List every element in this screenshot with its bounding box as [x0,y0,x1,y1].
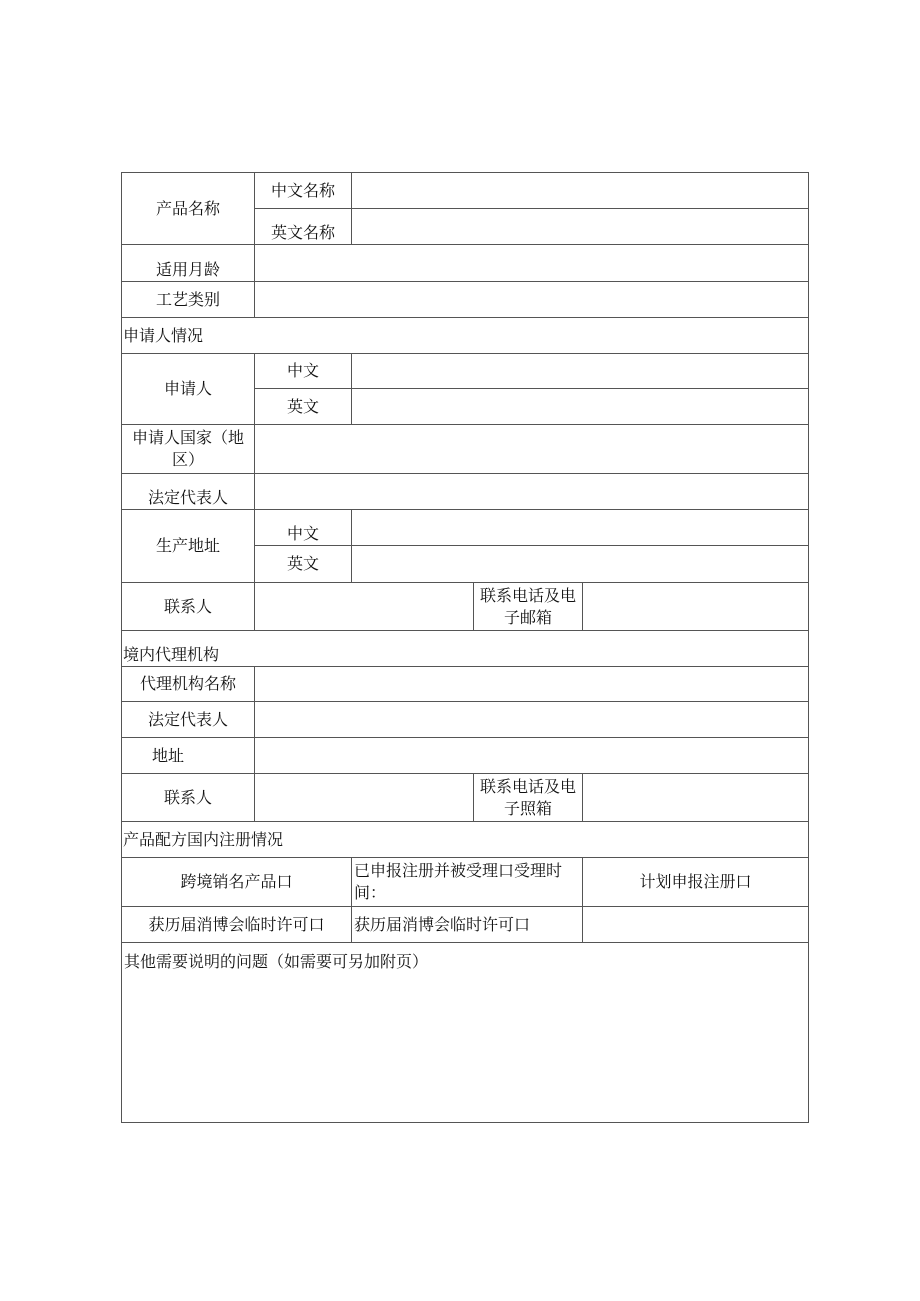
production-address-cn-field[interactable] [352,510,809,546]
agency-legal-rep-field[interactable] [255,702,809,738]
other-notes-label: 其他需要说明的问题（如需要可另加附页） [124,952,429,971]
applicant-phone-email-label: 联系电话及电子邮箱 [474,583,583,631]
agency-name-field[interactable] [255,667,809,702]
expo-permit-field[interactable] [583,907,809,943]
process-label: 工艺类别 [122,282,255,318]
age-field[interactable] [255,245,809,282]
applicant-country-label: 申请人国家（地区） [122,425,255,474]
crossborder-checkbox-label[interactable]: 跨境销名产品口 [122,858,352,907]
applicant-contact-label: 联系人 [122,583,255,631]
age-label: 适用月龄 [122,245,255,282]
agency-name-label: 代理机构名称 [122,667,255,702]
expo-permit-checkbox-label[interactable]: 获历届消博会临时许可口 [122,907,352,943]
product-en-name-label: 英文名称 [255,209,352,245]
process-field[interactable] [255,282,809,318]
agency-address-label: 地址 [122,738,255,774]
applicant-label: 申请人 [122,354,255,425]
agency-phone-email-field[interactable] [583,774,809,822]
agency-address-field[interactable] [255,738,809,774]
applicant-cn-label: 中文 [255,354,352,389]
agency-contact-field[interactable] [255,774,474,822]
applicant-phone-email-field[interactable] [583,583,809,631]
application-form-table [121,172,809,1123]
submitted-checkbox-label[interactable]: 已申报注册并被受理口受理时间： [352,858,583,907]
applicant-en-label: 英文 [255,389,352,425]
agency-legal-rep-label: 法定代表人 [122,702,255,738]
plan-checkbox-label[interactable]: 计划申报注册口 [583,858,809,907]
applicant-contact-field[interactable] [255,583,474,631]
production-address-en-label: 英文 [255,546,352,583]
product-cn-name-field[interactable] [352,173,809,209]
applicant-legal-rep-label: 法定代表人 [122,474,255,510]
agency-section-title: 境内代理机构 [122,631,809,667]
applicant-legal-rep-field[interactable] [255,474,809,510]
product-en-name-field[interactable] [352,209,809,245]
product-name-label: 产品名称 [122,173,255,245]
agency-phone-email-label: 联系电话及电子照箱 [474,774,583,822]
production-address-en-field[interactable] [352,546,809,583]
production-address-cn-label: 中文 [255,510,352,546]
agency-contact-label: 联系人 [122,774,255,822]
other-notes-field[interactable] [122,943,809,1123]
applicant-en-field[interactable] [352,389,809,425]
registration-section-title: 产品配方国内注册情况 [122,822,809,858]
product-cn-name-label: 中文名称 [255,173,352,209]
production-address-label: 生产地址 [122,510,255,583]
applicant-country-field[interactable] [255,425,809,474]
applicant-section-title: 申请人情况 [122,318,809,354]
expo-permit-checkbox-label-2[interactable]: 获历届消博会临时许可口 [352,907,583,943]
applicant-cn-field[interactable] [352,354,809,389]
